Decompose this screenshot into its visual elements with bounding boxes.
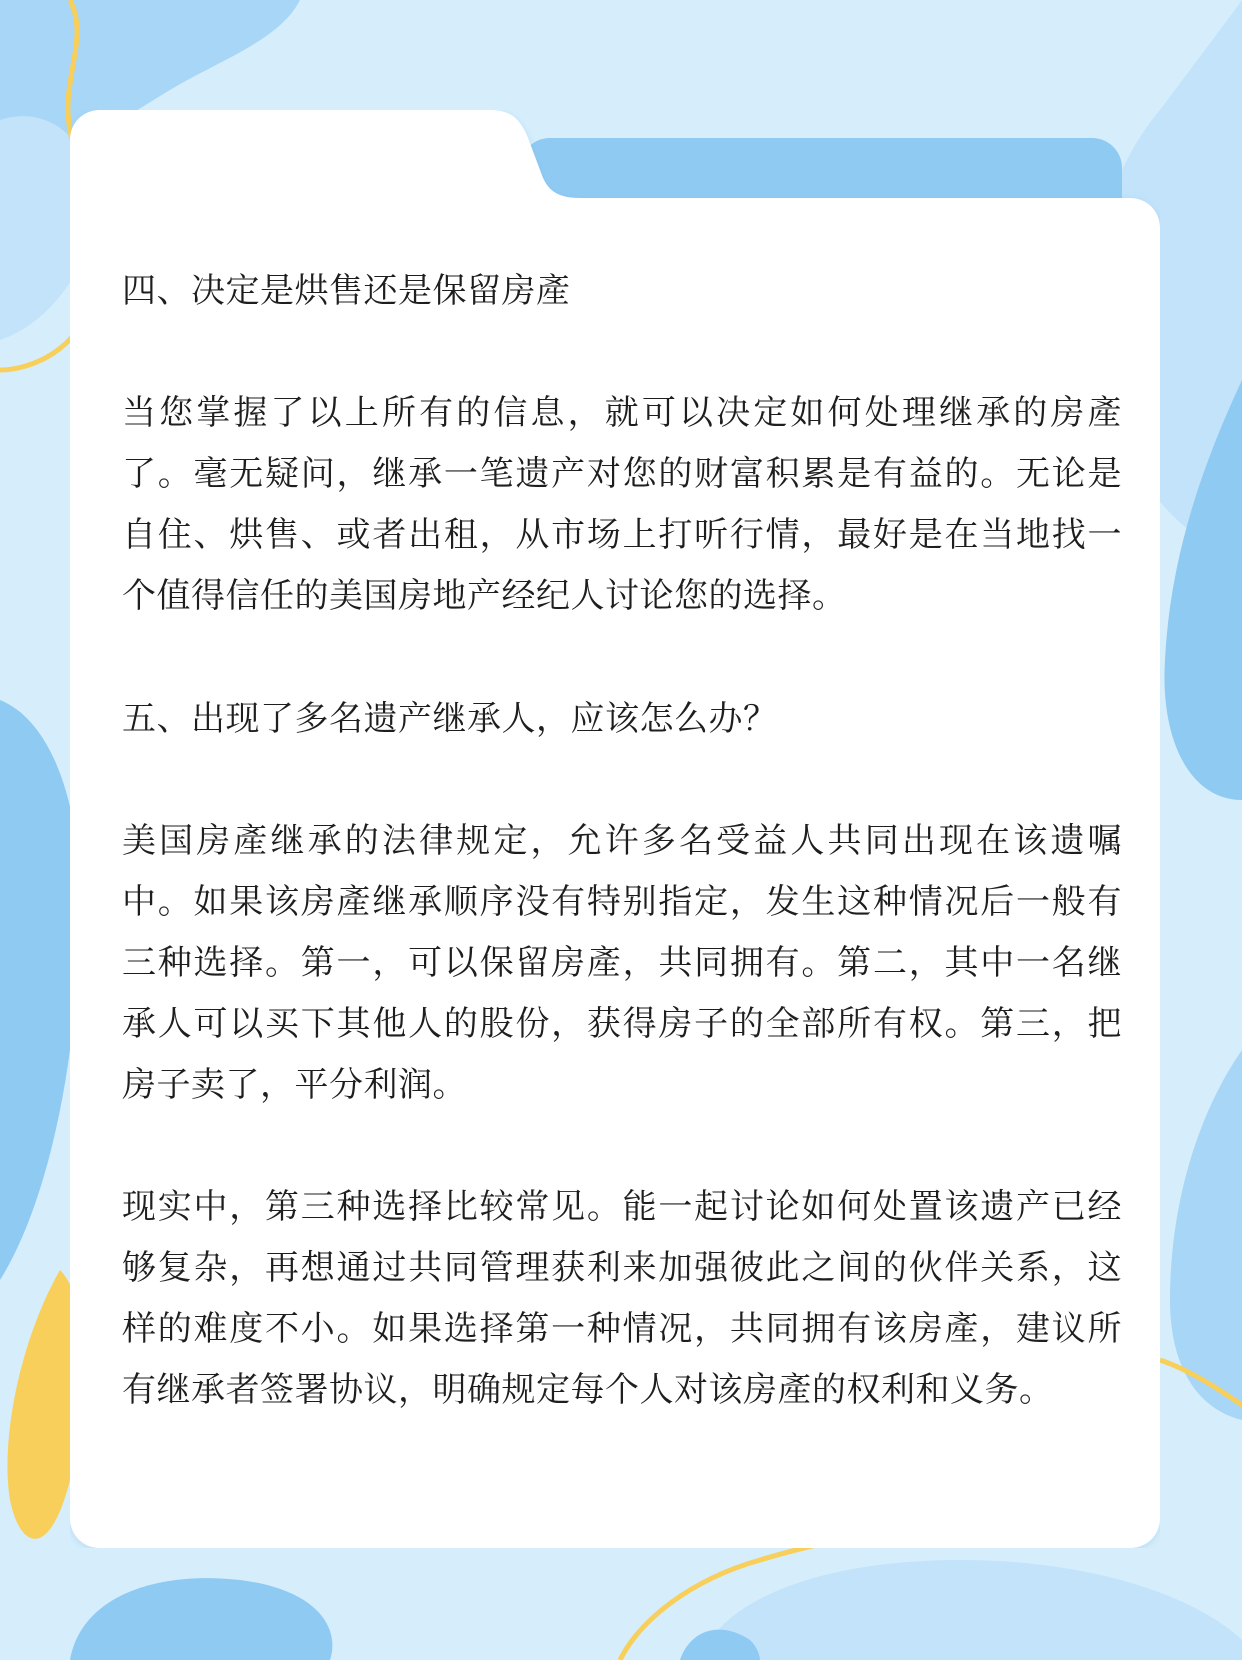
section-5-heading: 五、出现了多名遗产继承人，应该怎么办？: [122, 699, 778, 739]
article-body: [122, 260, 1122, 1421]
content-card: [70, 110, 1160, 1548]
spacer: [122, 627, 1122, 688]
section-4-heading: 四、决定是烘售还是保留房產: [122, 271, 571, 311]
section-4-paragraph: 当您掌握了以上所有的信息，就可以决定如何处理继承的房產了。毫无疑问，继承一笔遗产对您的财富积累是有益的。无论是自住、烘售、或者出租，从市场上打听行情，最好是在当地找一个值得信任的美国房地产经纪人讨论您的选择。: [122, 393, 1122, 616]
spacer: [122, 1116, 1122, 1177]
blob-bottom-left: [70, 1578, 332, 1660]
blob-right-lower: [1170, 1050, 1242, 1420]
spacer: [122, 322, 1122, 383]
section-5-paragraph-2: 现实中，第三种选择比较常见。能一起讨论如何处置该遗产已经够复杂，再想通过共同管理获利来加强彼此之间的伙伴关系，这样的难度不小。如果选择第一种情况，共同拥有该房產，建议所有继承者签署协议，明确规定每个人对该房產的权利和义务。: [122, 1187, 1122, 1410]
blob-bottom-right: [700, 1560, 1242, 1660]
blob-left-mid: [0, 700, 80, 1280]
section-5-paragraph-1: 美国房產继承的法律规定，允许多名受益人共同出现在该遗嘱中。如果该房產继承顺序没有特别指定，发生这种情况后一般有三种选择。第一，可以保留房產，共同拥有。第二，其中一名继承人可以买下其他人的股份，获得房子的全部所有权。第三，把房子卖了，平分利润。: [122, 821, 1122, 1105]
spacer: [122, 750, 1122, 811]
